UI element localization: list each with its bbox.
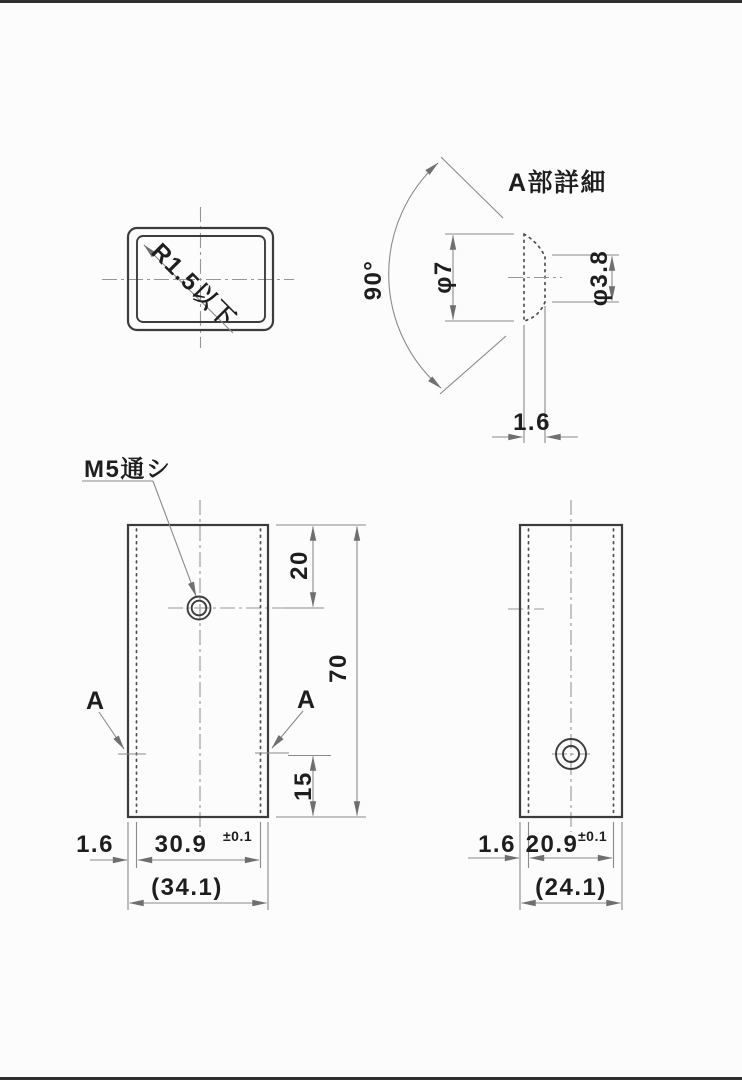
section-view xyxy=(102,207,294,348)
front-inner-width-tolerance: ±0.1 xyxy=(223,828,253,844)
front-hidden-lines xyxy=(137,529,261,813)
page-top-edge xyxy=(0,0,742,3)
front-view xyxy=(76,456,366,910)
front-outer-width-label: (34.1) xyxy=(151,874,223,901)
radius-note: R1.5以下 xyxy=(145,238,242,334)
detail-view xyxy=(360,157,619,443)
section-ticks xyxy=(118,753,289,754)
section-mark-left-label: A xyxy=(86,687,106,715)
side-inner-depth-label: 20.9 xyxy=(525,831,579,858)
inner-diameter-label: φ3.8 xyxy=(586,249,613,307)
side-outer-depth-label: (24.1) xyxy=(535,874,607,901)
section-mark-right-label: A xyxy=(297,686,317,714)
thread-leader-arrow xyxy=(153,481,196,596)
section-leader-right xyxy=(272,711,303,748)
depth-label: 1.6 xyxy=(513,409,551,436)
dim-15-label: 15 xyxy=(290,771,317,801)
front-wall-label: 1.6 xyxy=(76,831,114,858)
angle-dimension: 90° xyxy=(360,259,387,301)
side-inner-depth-tolerance: ±0.1 xyxy=(578,828,608,844)
front-inner-width-label: 30.9 xyxy=(154,831,208,858)
dim-20-label: 20 xyxy=(286,550,313,580)
thread-note: M5通シ xyxy=(84,456,172,483)
section-leader-left xyxy=(99,712,124,749)
detail-title: A部詳細 xyxy=(508,169,608,197)
side-view xyxy=(468,500,622,910)
front-centerlines xyxy=(168,500,284,832)
dim-70-label: 70 xyxy=(325,653,352,683)
front-body-outline xyxy=(128,525,268,817)
side-wall-label: 1.6 xyxy=(478,831,516,858)
outer-diameter-label: φ7 xyxy=(430,260,457,294)
